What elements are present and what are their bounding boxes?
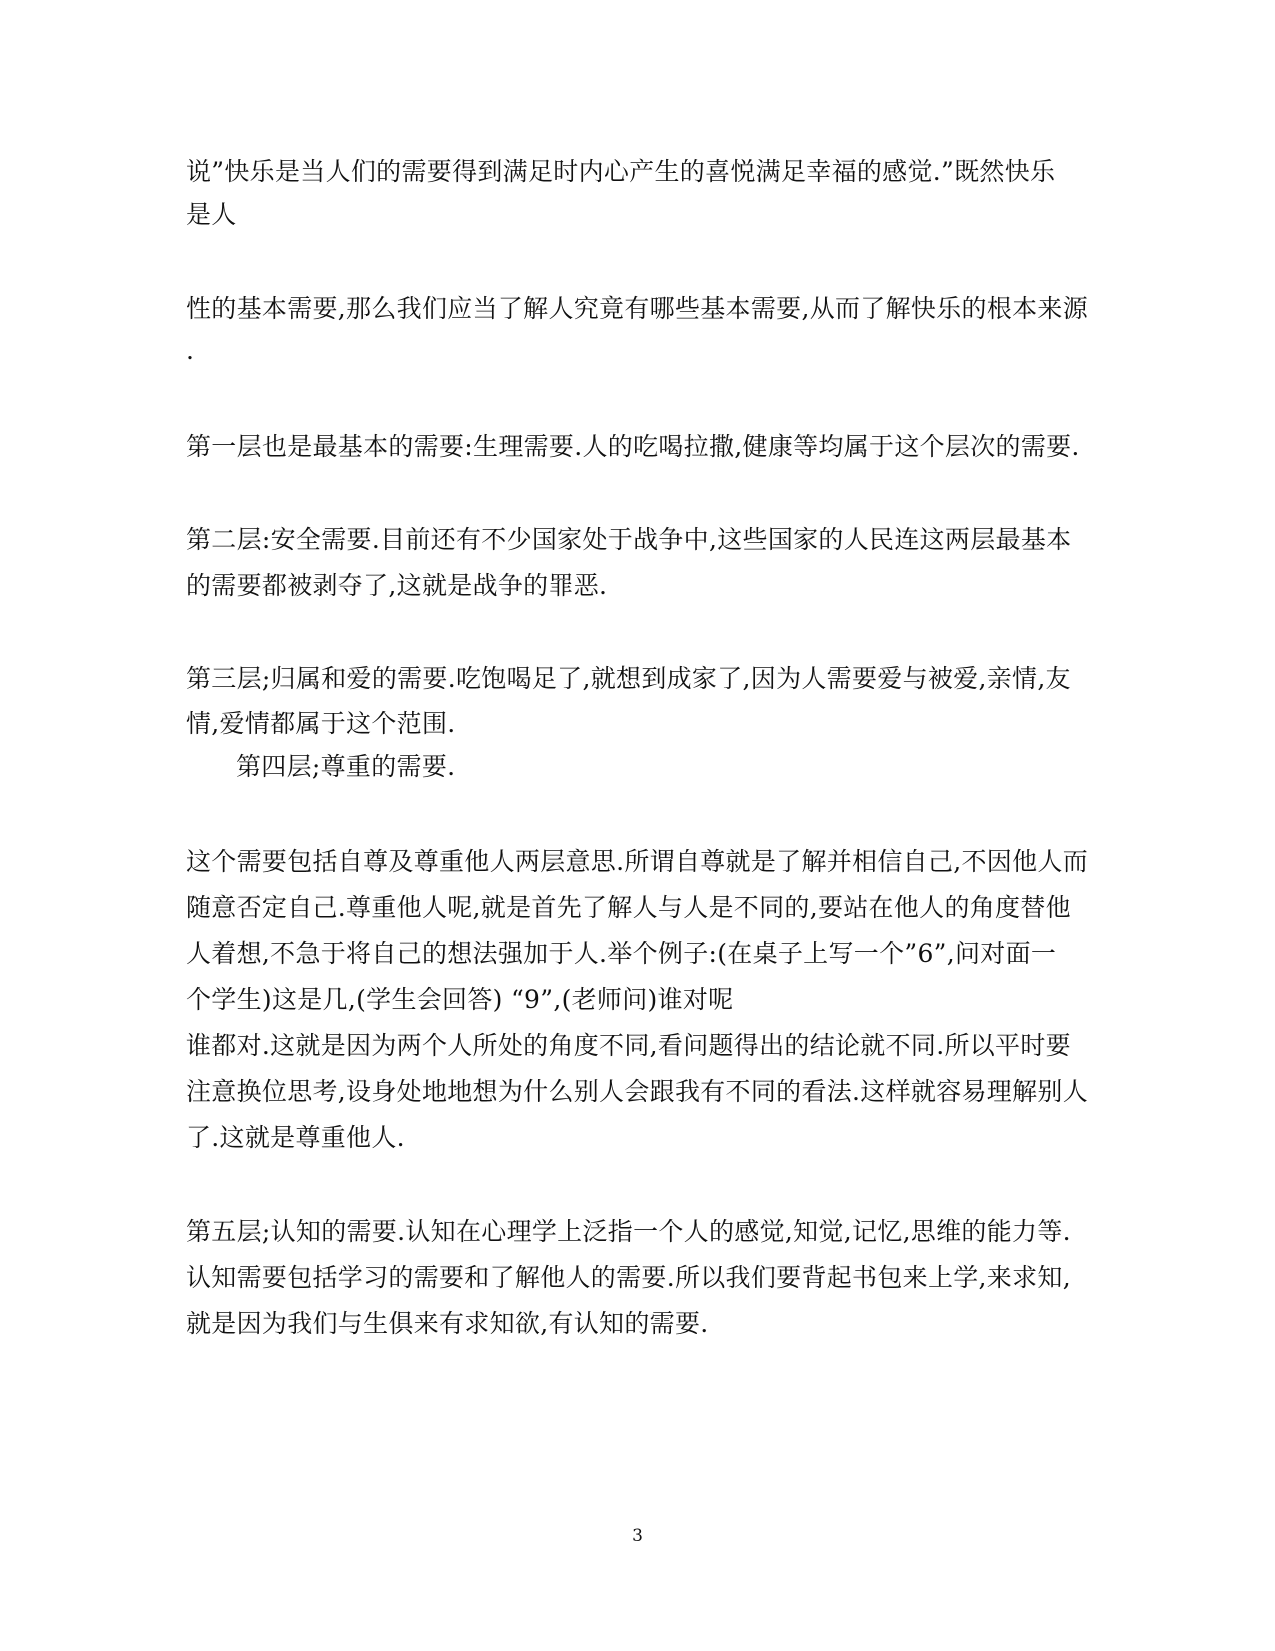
page-number: 3: [632, 1526, 643, 1546]
text-line: 个学生)这是几,(学生会回答) “9”,(老师问)谁对呢: [186, 985, 734, 1014]
text-line: 随意否定自己.尊重他人呢,就是首先了解人与人是不同的,要站在他人的角度替他: [186, 893, 1071, 922]
text-line: 是人: [186, 200, 237, 229]
text-line: 就是因为我们与生俱来有求知欲,有认知的需要.: [186, 1309, 709, 1338]
text-line: 第二层:安全需要.目前还有不少国家处于战争中,这些国家的人民连这两层最基本: [186, 525, 1072, 554]
text-line: 情,爱情都属于这个范围.: [186, 709, 456, 738]
text-line: 第五层;认知的需要.认知在心理学上泛指一个人的感觉,知觉,记忆,思维的能力等.: [186, 1217, 1071, 1246]
text-line: 性的基本需要,那么我们应当了解人究竟有哪些基本需要,从而了解快乐的根本来源: [186, 294, 1088, 323]
text-line: 第三层;归属和爱的需要.吃饱喝足了,就想到成家了,因为人需要爱与被爱,亲情,友: [186, 664, 1071, 693]
text-line: .: [186, 336, 195, 365]
text-line: 这个需要包括自尊及尊重他人两层意思.所谓自尊就是了解并相信自己,不因他人而: [186, 847, 1088, 876]
text-line: 第一层也是最基本的需要:生理需要.人的吃喝拉撒,健康等均属于这个层次的需要.: [186, 432, 1080, 461]
text-line: 的需要都被剥夺了,这就是战争的罪恶.: [186, 571, 608, 600]
text-line: 说”快乐是当人们的需要得到满足时内心产生的喜悦满足幸福的感觉.”既然快乐: [186, 157, 1056, 186]
text-line: 人着想,不急于将自己的想法强加于人.举个例子:(在桌子上写一个”6”,问对面一: [186, 939, 1057, 968]
text-line: 注意换位思考,设身处地地想为什么别人会跟我有不同的看法.这样就容易理解别人: [186, 1077, 1088, 1106]
text-line: 认知需要包括学习的需要和了解他人的需要.所以我们要背起书包来上学,来求知,: [186, 1263, 1071, 1292]
text-line: 了.这就是尊重他人.: [186, 1123, 405, 1152]
text-line: 第四层;尊重的需要.: [236, 752, 456, 781]
text-line: 谁都对.这就是因为两个人所处的角度不同,看问题得出的结论就不同.所以平时要: [186, 1031, 1071, 1060]
